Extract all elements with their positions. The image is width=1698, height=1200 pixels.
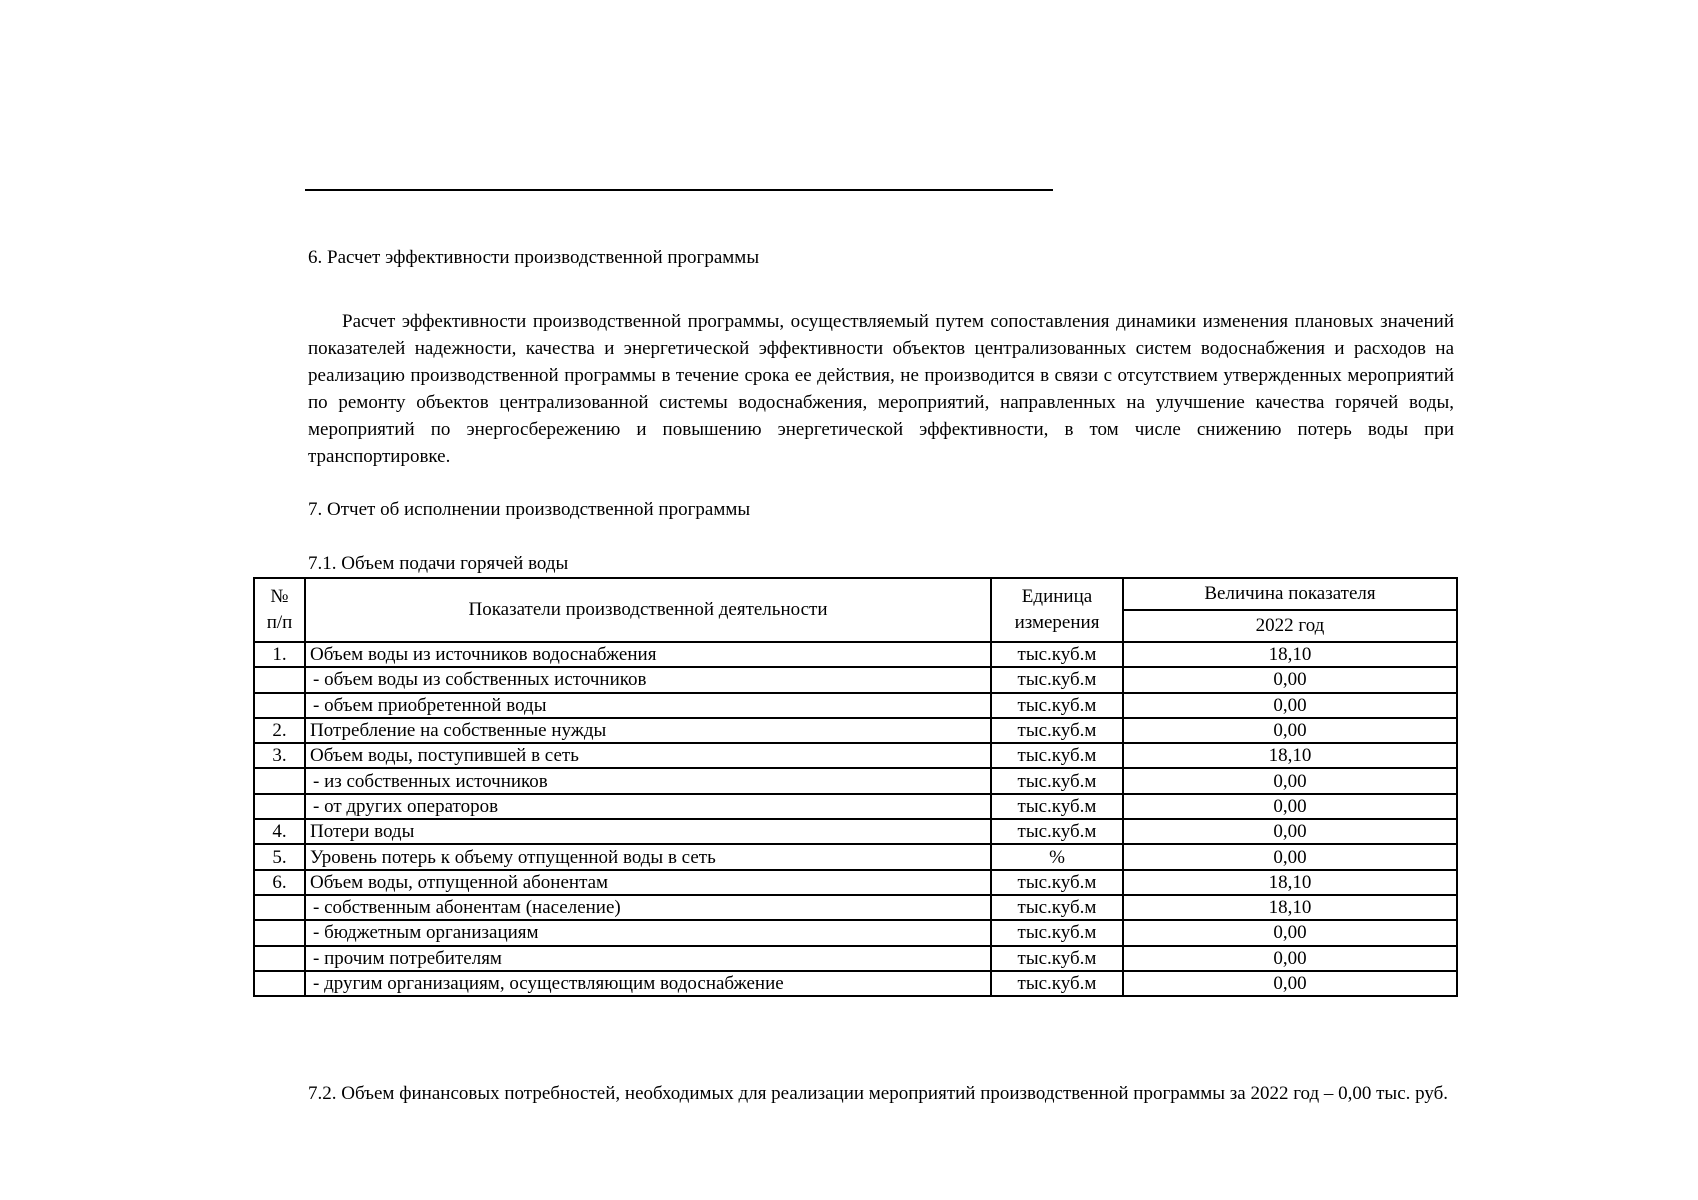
row-unit: тыс.куб.м	[991, 642, 1123, 667]
table-row	[254, 794, 1457, 819]
row-value: 0,00	[1123, 768, 1457, 793]
row-value: 0,00	[1123, 844, 1457, 869]
table-row	[254, 667, 1457, 692]
row-value: 18,10	[1123, 895, 1457, 920]
row-indicator: - другим организациям, осуществляющим водоснабжение	[305, 971, 991, 996]
header-unit-line2: измерения	[1014, 612, 1100, 633]
row-unit: %	[991, 844, 1123, 869]
row-indicator: - бюджетным организациям	[305, 920, 991, 945]
table-row	[254, 819, 1457, 844]
row-value: 18,10	[1123, 743, 1457, 768]
row-value: 0,00	[1123, 718, 1457, 743]
row-unit: тыс.куб.м	[991, 870, 1123, 895]
row-value: 18,10	[1123, 642, 1457, 667]
row-unit: тыс.куб.м	[991, 794, 1123, 819]
row-indicator: - из собственных источников	[305, 768, 991, 793]
row-value: 0,00	[1123, 920, 1457, 945]
row-number: 6.	[254, 870, 305, 895]
row-number	[254, 946, 305, 971]
table-row	[254, 920, 1457, 945]
table-row	[254, 743, 1457, 768]
section-7-heading: 7. Отчет об исполнении производственной программы	[308, 499, 751, 520]
table-header-row	[254, 578, 1457, 610]
header-number	[254, 578, 305, 642]
row-unit: тыс.куб.м	[991, 743, 1123, 768]
row-indicator: Объем воды из источников водоснабжения	[305, 642, 991, 667]
header-number-line2: п/п	[266, 612, 293, 633]
row-number	[254, 794, 305, 819]
header-number-line1: №	[270, 586, 289, 607]
header-unit-line1: Единица	[1021, 586, 1093, 607]
row-value: 0,00	[1123, 693, 1457, 718]
section-6-heading: 6. Расчет эффективности производственной программы	[308, 247, 760, 268]
row-unit: тыс.куб.м	[991, 768, 1123, 793]
row-indicator: Уровень потерь к объему отпущенной воды в сеть	[305, 844, 991, 869]
row-value: 18,10	[1123, 870, 1457, 895]
row-number	[254, 693, 305, 718]
table-row	[254, 844, 1457, 869]
row-indicator: - собственным абонентам (население)	[305, 895, 991, 920]
row-indicator: Объем воды, поступившей в сеть	[305, 743, 991, 768]
row-indicator: - прочим потребителям	[305, 946, 991, 971]
row-number: 5.	[254, 844, 305, 869]
table-row	[254, 971, 1457, 996]
header-value-group: Величина показателя	[1123, 578, 1457, 610]
row-unit: тыс.куб.м	[991, 971, 1123, 996]
section-7-2-paragraph: 7.2. Объем финансовых потребностей, необходимых для реализации мероприятий производственной программы за 2022 год – 0,00 тыс. руб.	[308, 1083, 1449, 1104]
table-row	[254, 768, 1457, 793]
row-number: 1.	[254, 642, 305, 667]
row-number: 2.	[254, 718, 305, 743]
row-value: 0,00	[1123, 819, 1457, 844]
row-unit: тыс.куб.м	[991, 718, 1123, 743]
table-row	[254, 870, 1457, 895]
row-unit: тыс.куб.м	[991, 693, 1123, 718]
row-number: 3.	[254, 743, 305, 768]
row-unit: тыс.куб.м	[991, 920, 1123, 945]
table-row	[254, 946, 1457, 971]
top-horizontal-rule	[305, 189, 1053, 191]
row-unit: тыс.куб.м	[991, 667, 1123, 692]
row-number: 4.	[254, 819, 305, 844]
row-indicator: - объем приобретенной воды	[305, 693, 991, 718]
row-unit: тыс.куб.м	[991, 946, 1123, 971]
hot-water-volume-table	[253, 577, 1458, 997]
row-indicator: Объем воды, отпущенной абонентам	[305, 870, 991, 895]
header-unit	[991, 578, 1123, 642]
row-value: 0,00	[1123, 946, 1457, 971]
table-row	[254, 642, 1457, 667]
table-row	[254, 718, 1457, 743]
row-unit: тыс.куб.м	[991, 819, 1123, 844]
row-number	[254, 895, 305, 920]
row-number	[254, 667, 305, 692]
header-year: 2022 год	[1123, 610, 1457, 642]
row-value: 0,00	[1123, 794, 1457, 819]
subsection-7-1-heading: 7.1. Объем подачи горячей воды	[308, 553, 569, 574]
table-row	[254, 693, 1457, 718]
row-indicator: Потери воды	[305, 819, 991, 844]
row-number	[254, 971, 305, 996]
section-6-paragraph: Расчет эффективности производственной программы, осуществляемый путем сопоставления динамики изменения плановых значений показателей надежности, качества и энергетической эффективности объектов централизованных систем водоснабжения и расходов на реализацию производственной программы в течение срока ее действия, не производится в связи с отсутствием утвержденных мероприятий по ремонту объектов централизованной системы водоснабжения, мероприятий, направленных на улучшение качества горячей воды, мероприятий по энергосбережению и повышению энергетической эффективности, в том числе снижению потерь воды при транспортировке.	[308, 311, 1454, 467]
row-number	[254, 920, 305, 945]
row-unit: тыс.куб.м	[991, 895, 1123, 920]
row-indicator: - от других операторов	[305, 794, 991, 819]
row-indicator: Потребление на собственные нужды	[305, 718, 991, 743]
row-indicator: - объем воды из собственных источников	[305, 667, 991, 692]
row-value: 0,00	[1123, 971, 1457, 996]
row-number	[254, 768, 305, 793]
row-value: 0,00	[1123, 667, 1457, 692]
header-indicator: Показатели производственной деятельности	[305, 578, 991, 642]
table-row	[254, 895, 1457, 920]
